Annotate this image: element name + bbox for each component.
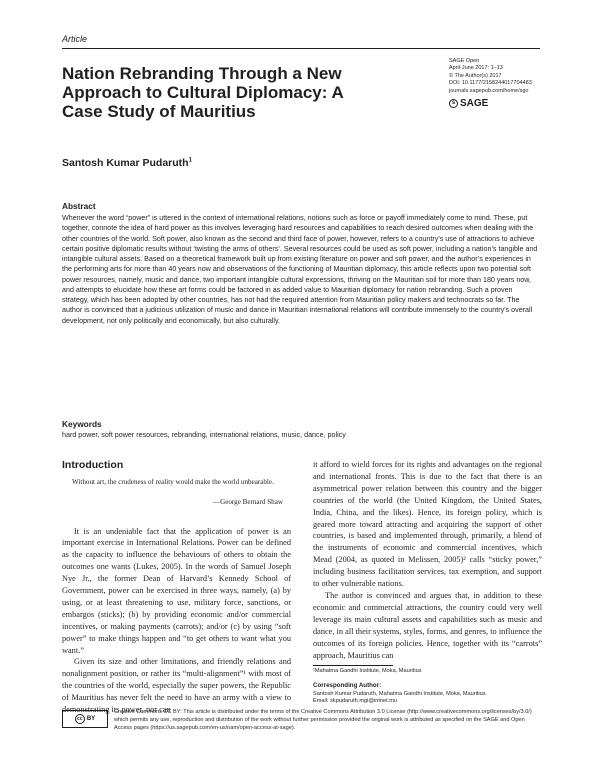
body-paragraph: It is an undeniable fact that the application of power is an important exercise in International Relations. Power can be defined as the capacity to influence the behaviours of others to obtain the outcomes one wants (Lukes, 2005). In the words of Samuel Joseph Nye Jr., the former Dean of Harvard’s Kennedy School of Government, power can be exercised in three ways, namely, (a) by using, or at least threatening to use, military force, sanctions, or embargos (sticks); (b) by providing economic and/or commercial incentives, or making payments (carrots); and/or (c) by using “soft power” to make things happen and “to get others to want what you want.” xyxy=(62,526,291,655)
author-affil-mark: 1 xyxy=(188,157,192,164)
author-line xyxy=(62,157,192,169)
cc-icon: cc xyxy=(75,714,85,724)
left-column xyxy=(62,459,291,716)
journal-issue: April-June 2017: 1–13 xyxy=(449,65,503,72)
sage-logo-text: SAGE xyxy=(460,98,489,109)
abstract-section xyxy=(62,201,540,326)
header-rule xyxy=(62,48,540,49)
abstract-heading: Abstract xyxy=(62,201,96,211)
corresponding-author-email[interactable]: Email: skpudaruth.mgi@intnet.mu xyxy=(313,698,398,705)
license-text: Creative Commons CC BY: This article is distributed under the terms of the Creative Commons Attribution 3.0 License (http://www.creativecommons.org/licenses/by/3.0/) which permits any use, reproduction and distribution of the work without further permission provided the original work is attributed as specified on the SAGE and Open Access pages (https://us.sagepub.com/en-us/nam/open-access-at-sage). xyxy=(114,709,532,731)
affiliation-footnote: ¹Mahatma Gandhi Institute, Moka, Mauritius xyxy=(313,668,422,675)
paper-title: Nation Rebranding Through a New Approach to Cultural Diplomacy: A Case Study of Mauritius xyxy=(62,64,344,121)
journal-url[interactable]: journals.sagepub.com/home/sgo xyxy=(449,87,529,94)
sage-logo-icon: s xyxy=(449,99,458,108)
keywords-heading: Keywords xyxy=(62,419,102,429)
cc-badge-text: BY xyxy=(86,716,96,722)
introduction-heading: Introduction xyxy=(62,459,124,471)
body-paragraph: it afford to wield forces for its rights and advantages on the regional and international fronts. This is due to the fact that there is an asymmetrical power relation between this country and the bigger countries of the world (the United Kingdom, the United States, India, China, and the likes). Hence, its foreign policy, which is geared more toward attracting and acquiring the support of other countries, is based and implemented through, primarily, a blend of the instruments of economic and commercial incentives, which Mead (2004, as quoted in Melissen, 2005)² calls “sticky power,” including business facilitation services, tax exemption, and support to other vulnerable nations. xyxy=(313,460,542,589)
sage-logo xyxy=(449,98,488,109)
cc-by-badge xyxy=(62,710,108,728)
corresponding-author-line: Santosh Kumar Pudaruth, Mahatma Gandhi Institute, Moka, Mauritius. xyxy=(313,690,488,697)
right-column xyxy=(313,459,542,706)
epigraph-attribution: —George Bernard Shaw xyxy=(213,497,283,506)
journal-info xyxy=(449,58,549,95)
footnote-rule xyxy=(313,665,393,666)
journal-doi[interactable]: DOI: 10.1177/2158244017704483 xyxy=(449,80,532,87)
keywords-text: hard power, soft power resources, rebranding, international relations, music, dance, policy xyxy=(62,431,346,439)
journal-copyright: © The Author(s) 2017 xyxy=(449,72,502,79)
epigraph-quote: Without art, the crudeness of reality would make the world unbearable. xyxy=(72,478,274,486)
body-paragraph: The author is convinced and argues that, in addition to these economic and commercial attractions, the country could very well leverage its main cultural assets and capabilities such as music and dance, in all their systems, styles, forms, and genres, to influence the outcomes of its foreign policies. Hence, together with its “carrots” approach, Mauritius can xyxy=(313,590,542,660)
license-block xyxy=(62,709,540,733)
article-type-label: Article xyxy=(62,34,88,44)
corresponding-author-heading: Corresponding Author: xyxy=(313,681,382,689)
abstract-text: Whenever the word “power” is uttered in the context of international relations, notions such as force or payoff immediately come to mind. These, put together, connote the idea of hard power as this involves leveraging hard resources and capabilities to reach desired outcomes when dealing with the other countries of the world. Soft power, also known as the second and third face of power, however, refers to a country’s use of attractions to achieve certain positive diplomatic results without ‘twisting the arms of others’. Several resources could be used as soft power, including a nation’s tangible and intangible cultural assets. Based on a theoretical framework built up from existing literature on power and soft power, and the author’s experiences in the performing arts for more than 40 years now and observations of the functioning of Mauritian diplomacy, this article reflects upon two potential soft power resources, namely, music and dance, two important intangible cultural expressions, thriving on the Mauritian soil for more than 180 years now, and attempts to elucidate how these art forms could be factored in as added value to Mauritian diplomacy for nation rebranding. Such a proven strategy, which has been adopted by other countries, has not had the required attention from Mauritian policy makers and technocrats so far. The author is convinced that a judicious utilization of music and dance in Mauritian international relations will contribute immensely to the country’s overall development, not only politically and economically, but also culturally. xyxy=(62,214,538,325)
journal-name: SAGE Open xyxy=(449,58,480,64)
author-name: Santosh Kumar Pudaruth xyxy=(62,157,189,169)
body-paragraph: Given its size and other limitations, and friendly relations and nonalignment position, or rather its “multi-alignment”¹ with most of the countries of the world, especially the super powers, the Republic of Mauritius has never felt the need to have an army with a view to demonstrating its power, nor can xyxy=(62,657,291,715)
